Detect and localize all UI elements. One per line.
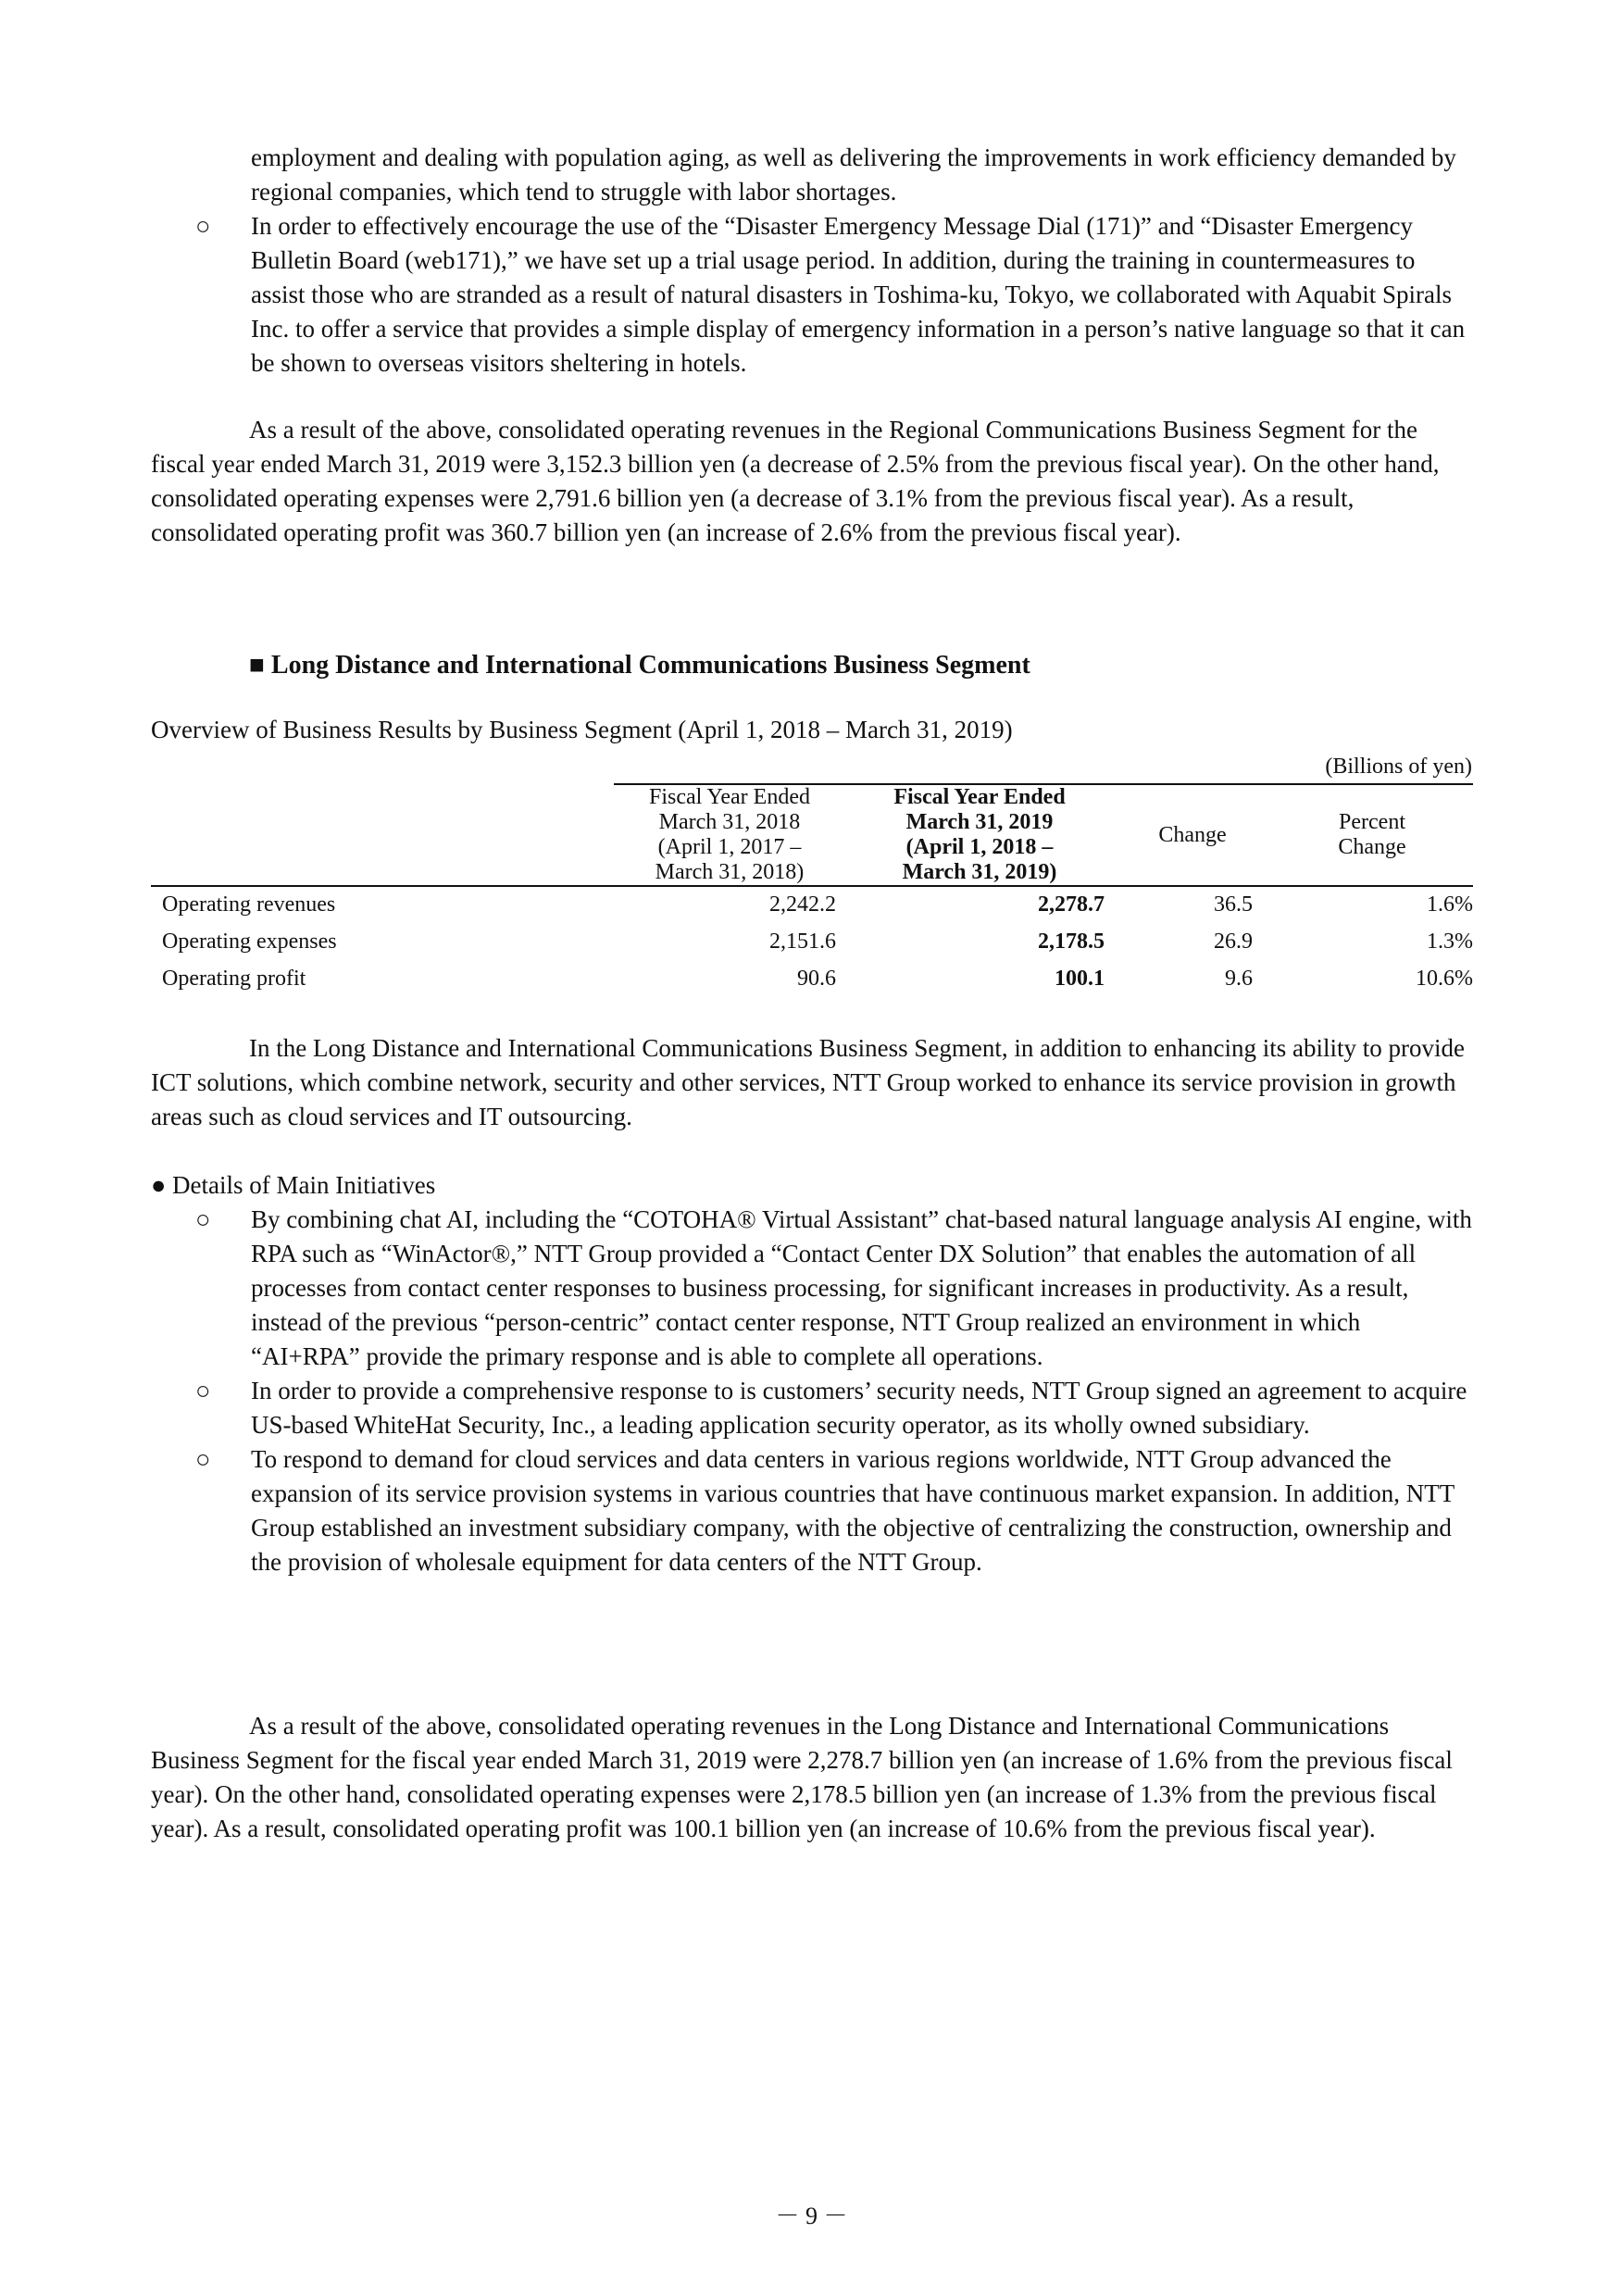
cell-pct: 10.6% bbox=[1416, 966, 1473, 991]
financial-table bbox=[151, 783, 1473, 997]
bullet-circle-icon: ○ bbox=[195, 1205, 211, 1233]
table-caption bbox=[151, 713, 1473, 747]
ld-intro-text: In the Long Distance and International Communications Business Segment, in addition to enhancing its ability to provide ICT solutions, which combine network, security and other services, NTT Group worked to enhance its service provision in growth areas such as cloud services and IT outsourcing. bbox=[151, 1034, 1466, 1130]
table-unit bbox=[1185, 750, 1472, 784]
table-row bbox=[151, 960, 1473, 997]
list-item-text: In order to provide a comprehensive response to is customers’ security needs, NTT Group signed an agreement to acquire US-based WhiteHat Security, Inc., a leading application security operator, as its wholly owned subsidiary. bbox=[251, 1377, 1467, 1439]
list-item-text: To respond to demand for cloud services and data centers in various regions worldwide, NTT Group advanced the expansion of its service provision systems in various countries that have continuous market expansion. In addition, NTT Group established an investment subsidiary company, with the objective of centralizing the construction, ownership and the provision of wholesale equipment for data centers of the NTT Group. bbox=[251, 1445, 1454, 1576]
cell-change: 26.9 bbox=[1214, 929, 1253, 954]
bullet-circle-icon: ○ bbox=[195, 1377, 211, 1404]
table-row bbox=[151, 923, 1473, 960]
section-heading-text: ■ Long Distance and International Communications Business Segment bbox=[249, 651, 1030, 680]
table-row bbox=[151, 886, 1473, 923]
ld-result-paragraph bbox=[151, 1709, 1473, 1846]
regional-result-paragraph bbox=[151, 413, 1473, 550]
cell-pct: 1.3% bbox=[1427, 929, 1473, 954]
row-label: Operating revenues bbox=[162, 892, 336, 917]
col-header-prev: Fiscal Year Ended March 31, 2018 (April 1, 2017 – March 31, 2018) bbox=[614, 784, 845, 886]
bullet-continuation-text: employment and dealing with population aging, as well as delivering the improvements in work efficiency demanded by regional companies, which tend to struggle with labor shortages. bbox=[251, 144, 1456, 206]
table-caption-text: Overview of Business Results by Business Segment (April 1, 2018 – March 31, 2019) bbox=[151, 716, 1013, 743]
row-label: Operating expenses bbox=[162, 929, 337, 954]
bullet-circle-icon: ○ bbox=[195, 1445, 211, 1473]
cell-change: 36.5 bbox=[1214, 892, 1253, 917]
list-item bbox=[195, 1442, 1473, 1579]
initiatives-title bbox=[151, 1168, 1473, 1203]
cell-prev: 2,242.2 bbox=[769, 892, 836, 917]
table-unit-text: (Billions of yen) bbox=[1325, 755, 1472, 779]
page-number: － 9 － bbox=[775, 2202, 848, 2229]
bullet-continuation bbox=[251, 141, 1473, 209]
col-header-change: Change bbox=[1114, 784, 1271, 886]
list-item-text: By combining chat AI, including the “COTOHA® Virtual Assistant” chat-based natural language analysis AI engine, with RPA such as “WinActor®,” NTT Group provided a “Contact Center DX Solution” that enables the automation of all processes from contact center responses to business processing, for significant increases in productivity. As a result, instead of the previous “person-centric” contact center response, NTT Group realized an environment in which “AI+RPA” provide the primary response and is able to complete all operations. bbox=[251, 1205, 1472, 1370]
list-item bbox=[195, 1374, 1473, 1442]
cell-prev: 90.6 bbox=[797, 966, 836, 991]
table-header-blank bbox=[151, 784, 614, 886]
col-header-curr: Fiscal Year Ended March 31, 2019 (April 1, 2018 – March 31, 2019) bbox=[845, 784, 1114, 886]
regional-result-text: As a result of the above, consolidated operating revenues in the Regional Communications Business Segment for the fiscal year ended March 31, 2019 were 3,152.3 billion yen (a decrease of 2.5% from the previous fiscal year). On the other hand, consolidated operating expenses were 2,791.6 billion yen (a decrease of 3.1% from the previous fiscal year). As a result, consolidated operating profit was 360.7 billion yen (an increase of 2.6% from the previous fiscal year). bbox=[151, 416, 1440, 546]
bullet-disaster-text: In order to effectively encourage the use of the “Disaster Emergency Message Dial (171)” and “Disaster Emergency Bulletin Board (web171),” we have set up a trial usage period. In addition, during the training in countermeasures to assist those who are stranded as a result of natural disasters in Toshima-ku, Tokyo, we collaborated with Aquabit Spirals Inc. to offer a service that provides a simple display of emergency information in a person’s native language so that it can be shown to overseas visitors sheltering in hotels. bbox=[251, 212, 1466, 377]
cell-curr: 2,278.7 bbox=[1038, 892, 1105, 917]
bullet-circle-icon: ○ bbox=[195, 212, 211, 240]
section-heading bbox=[249, 648, 1453, 682]
list-item bbox=[195, 1203, 1473, 1374]
cell-pct: 1.6% bbox=[1427, 892, 1473, 917]
ld-intro-paragraph bbox=[151, 1031, 1473, 1134]
ld-result-text: As a result of the above, consolidated operating revenues in the Long Distance and International Communications Business Segment for the fiscal year ended March 31, 2019 were 2,278.7 billion yen (an increase of 1.6% from the previous fiscal year). On the other hand, consolidated operating expenses were 2,178.5 billion yen (an increase of 1.3% from the previous fiscal year). As a result, consolidated operating profit was 100.1 billion yen (an increase of 10.6% from the previous fiscal year). bbox=[151, 1712, 1453, 1842]
row-label: Operating profit bbox=[162, 966, 306, 991]
cell-change: 9.6 bbox=[1225, 966, 1253, 991]
initiatives-list bbox=[195, 1203, 1473, 1579]
col-header-pct: Percent Change bbox=[1271, 784, 1473, 886]
cell-curr: 2,178.5 bbox=[1038, 929, 1105, 954]
initiatives-title-text: ● Details of Main Initiatives bbox=[151, 1171, 436, 1199]
cell-curr: 100.1 bbox=[1055, 966, 1105, 991]
bullet-disaster bbox=[195, 209, 1473, 381]
cell-prev: 2,151.6 bbox=[769, 929, 836, 954]
